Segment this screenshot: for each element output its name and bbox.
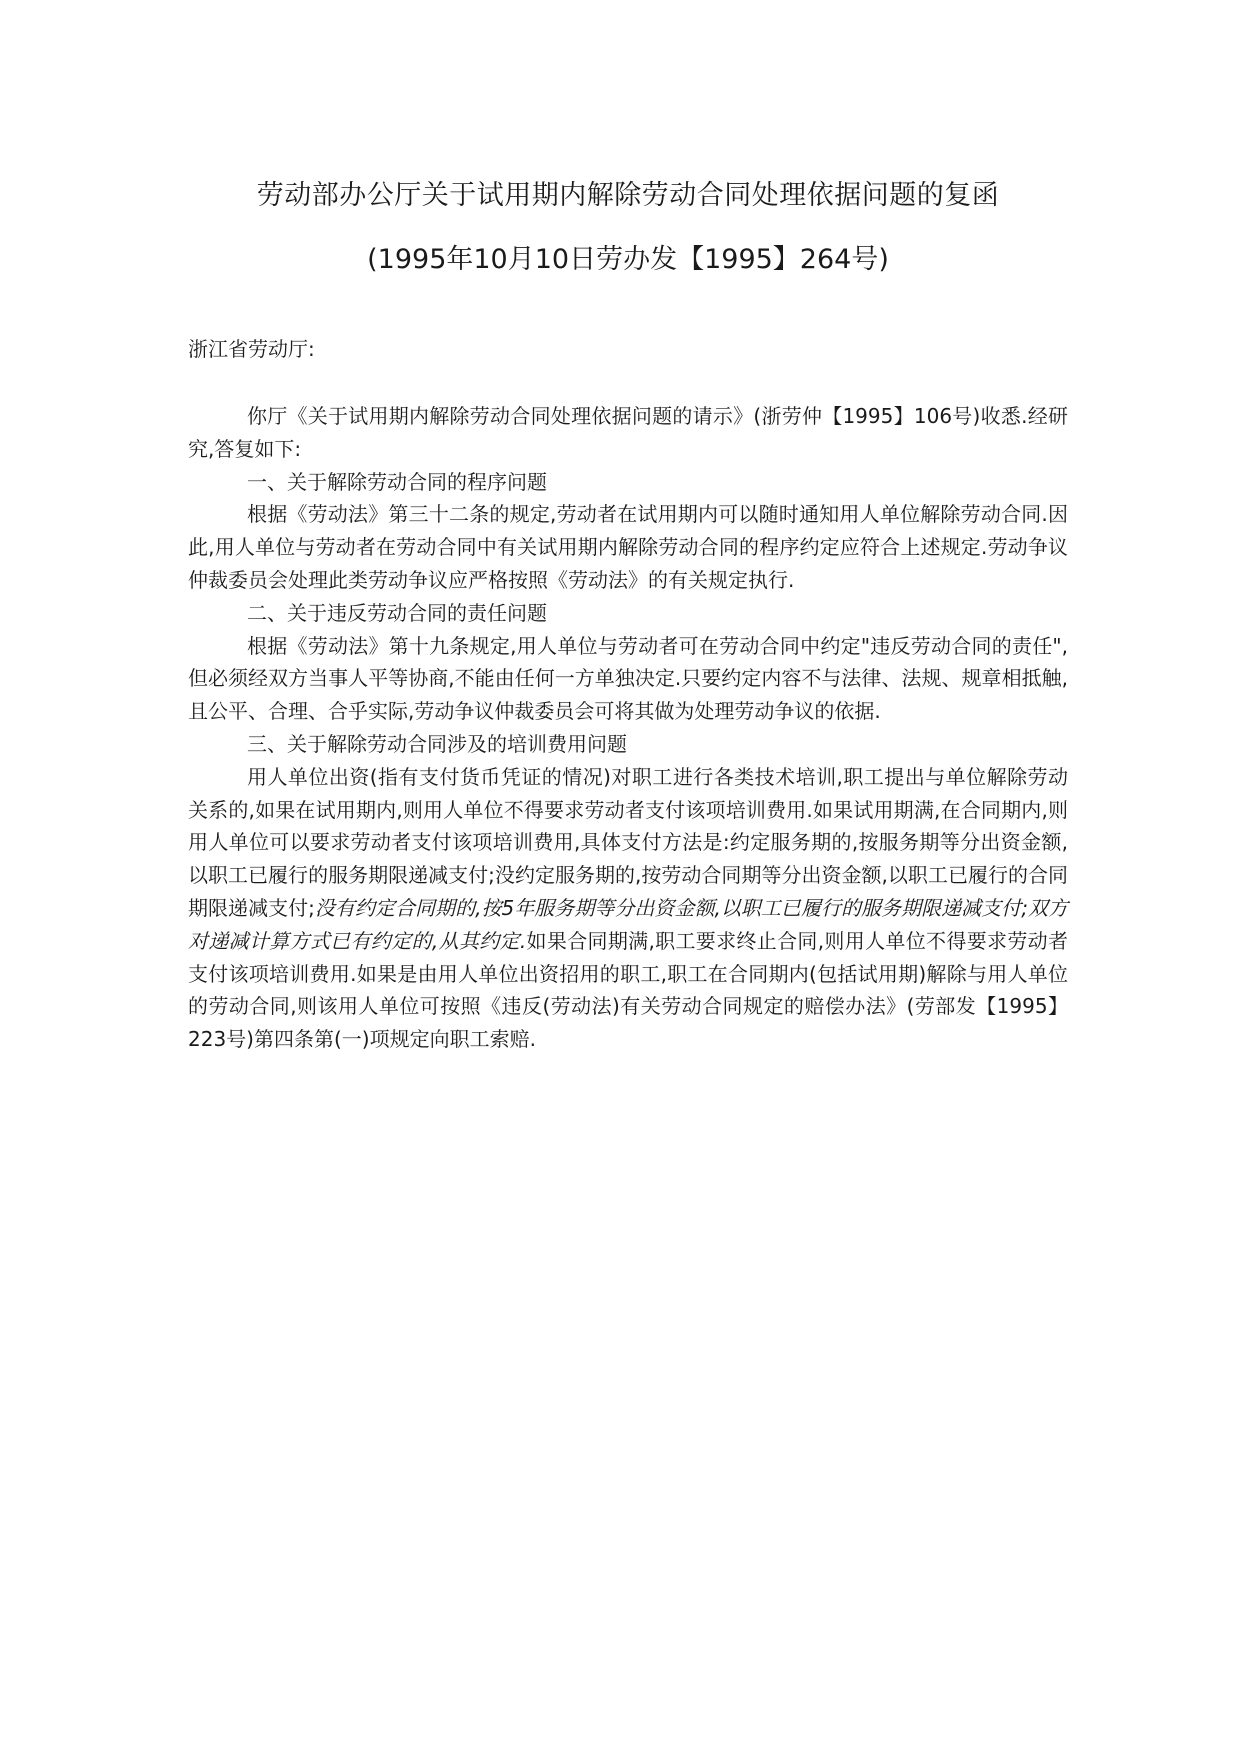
salutation: 浙江省劳动厅: [188, 337, 315, 361]
section-paragraph-1: 根据《劳动法》第三十二条的规定,劳动者在试用期内可以随时通知用人单位解除劳动合同.因此,用人单位与劳动者在劳动合同中有关试用期内解除劳动合同的程序约定应符合上述规定.劳动争议仲裁委员会处理此类劳动争议应严格按照《劳动法》的有关规定执行. [188, 502, 1068, 592]
section-heading-3: 三、关于解除劳动合同涉及的培训费用问题 [247, 731, 627, 756]
document-body [188, 400, 1068, 1056]
document-title: 劳动部办公厅关于试用期内解除劳动合同处理依据问题的复函 [256, 180, 1000, 211]
paragraph-text-part2: 如果合同期满,职工要求终止合同,则用人单位不得要求劳动者支付该项培训费用.如果是由用人单位出资招用的职工,职工在合同期内(包括试用期)解除与用人单位的劳动合同,则该用人单位可按照《违反(劳动法)有关劳动合同规定的赔偿办法》(劳部发【1995】223号)第四条第(一)项规定向职工索赔. [188, 928, 1068, 1052]
paragraph-text-italic: 没有约定合同期的,按5年服务期等分出资金额,以职工已履行的服务期限递减支付;双方对递减计算方式已有约定的,从其约定. [188, 895, 1068, 953]
section-heading-2: 二、关于违反劳动合同的责任问题 [247, 600, 547, 625]
section-heading-1: 一、关于解除劳动合同的程序问题 [247, 469, 547, 494]
section-paragraph-3 [188, 761, 1068, 1056]
paragraph-text-part1: 用人单位出资(指有支付货币凭证的情况)对职工进行各类技术培训,职工提出与单位解除劳动关系的,如果在试用期内,则用人单位不得要求劳动者支付该项培训费用.如果试用期满,在合同期内,则用人单位可以要求劳动者支付该项培训费用,具体支付方法是:约定服务期的,按服务期等分出资金额,以职工已履行的服务期限递减支付;没约定服务期的,按劳动合同期等分出资金额,以职工已履行的合同期限递减支付; [188, 764, 1068, 920]
section-paragraph-2: 根据《劳动法》第十九条规定,用人单位与劳动者可在劳动合同中约定"违反劳动合同的责任",但必须经双方当事人平等协商,不能由任何一方单独决定.只要约定内容不与法律、法规、规章相抵触,且公平、合理、合乎实际,劳动争议仲裁委员会可将其做为处理劳动争议的依据. [188, 633, 1068, 724]
document-subtitle: (1995年10月10日劳办发【1995】264号) [367, 244, 889, 275]
intro-paragraph: 你厅《关于试用期内解除劳动合同处理依据问题的请示》(浙劳仲【1995】106号)收悉.经研究,答复如下: [188, 404, 1068, 461]
document-page [188, 176, 1068, 1056]
